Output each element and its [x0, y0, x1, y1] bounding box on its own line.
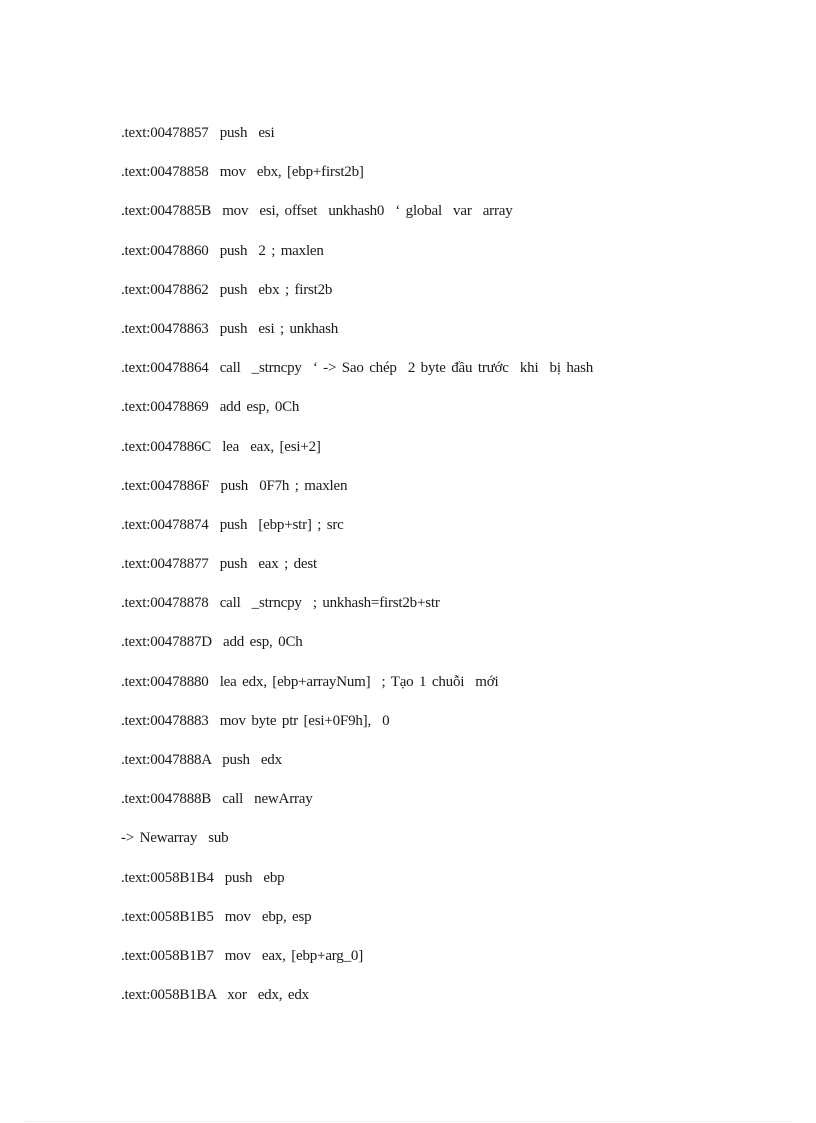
code-line: .text:00478877 push eax ; dest — [121, 556, 317, 573]
page-bottom-divider — [24, 1121, 792, 1122]
code-line: .text:0047885B mov esi, offset unkhash0 ‘ global var array — [121, 203, 513, 220]
code-line: .text:0047888B call newArray — [121, 791, 313, 808]
code-line: .text:00478869 add esp, 0Ch — [121, 399, 300, 416]
code-line: .text:0058B1B4 push ebp — [121, 869, 285, 886]
code-line: .text:0047887D add esp, 0Ch — [121, 634, 303, 651]
code-line: .text:00478878 call _strncpy ; unkhash=first2b+str — [121, 595, 440, 612]
code-line: .text:00478857 push esi — [121, 125, 275, 141]
code-line: .text:00478862 push ebx ; first2b — [121, 281, 333, 298]
code-line: .text:0058B1BA xor edx, edx — [121, 987, 309, 1004]
code-line: .text:0047886C lea eax, [esi+2] — [121, 438, 321, 455]
code-line: .text:00478858 mov ebx, [ebp+first2b] — [121, 164, 364, 181]
code-line: .text:00478880 lea edx, [ebp+arrayNum] ; Tạo 1 chuỗi mới — [121, 673, 499, 690]
code-line: .text:0058B1B5 mov ebp, esp — [121, 908, 312, 925]
code-line: .text:00478863 push esi ; unkhash — [121, 320, 339, 337]
section-heading-line: -> Newarray sub — [121, 830, 229, 847]
code-line: .text:00478860 push 2 ; maxlen — [121, 242, 324, 259]
code-line: .text:00478883 mov byte ptr [esi+0F9h], 0 — [121, 712, 390, 729]
disassembly-listing — [121, 123, 593, 1024]
code-line: .text:0047886F push 0F7h ; maxlen — [121, 477, 348, 494]
code-line: .text:00478874 push [ebp+str] ; src — [121, 516, 344, 533]
code-line: .text:0047888A push edx — [121, 752, 282, 768]
code-line: .text:0058B1B7 mov eax, [ebp+arg_0] — [121, 947, 363, 964]
code-line: .text:00478864 call _strncpy ‘ -> Sao chép 2 byte đầu trước khi bị hash — [121, 360, 594, 377]
